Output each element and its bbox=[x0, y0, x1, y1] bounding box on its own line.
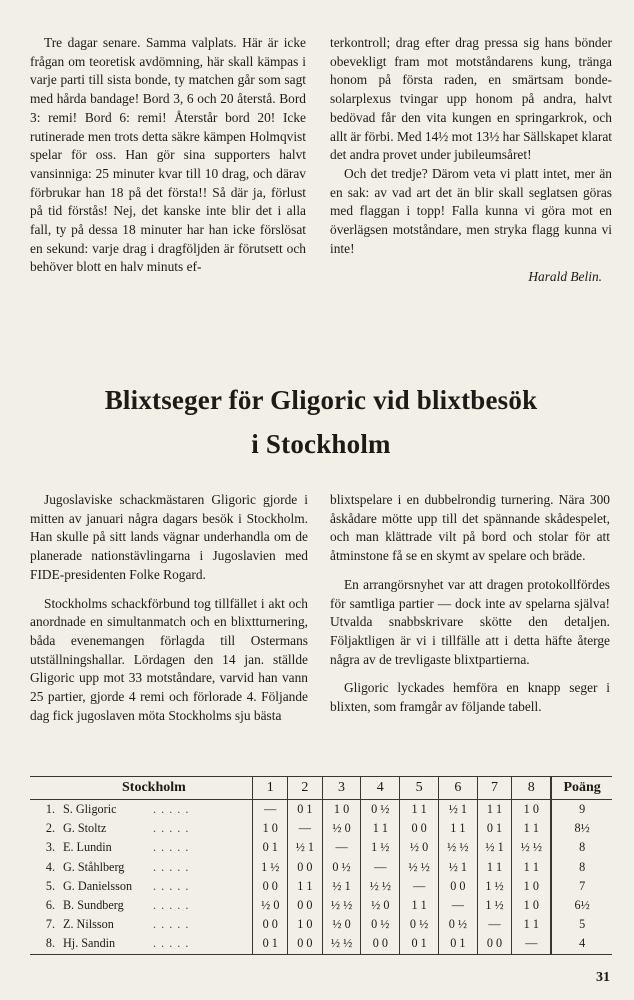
article-continuation-right-column bbox=[330, 34, 612, 287]
table-row bbox=[30, 896, 612, 915]
score-cell: 0 0 bbox=[288, 896, 323, 915]
player-cell bbox=[30, 819, 253, 838]
score-cell: 1 1 bbox=[477, 800, 512, 820]
score-cell: 1 0 bbox=[512, 800, 551, 820]
score-cell: 0 1 bbox=[253, 934, 288, 954]
paragraph: En arrangörsnyhet var att dragen protokollfördes för samtliga partier — dock inte av spelarna själva! Utvalda snabbskrivare skötte den detaljen. Följaktligen är vi i tillfälle att i detta häfte återge några av de trevligaste blixtpartierna. bbox=[330, 576, 610, 667]
score-cell: ½ 0 bbox=[400, 838, 439, 857]
table-row bbox=[30, 877, 612, 896]
player-name: G. Stoltz bbox=[63, 821, 107, 836]
column-header: 3 bbox=[322, 777, 361, 800]
paragraph: terkontroll; drag efter drag pressa sig hans bönder obevekligt fram mot motståndarens kung, tränga honom på första raden, en smärtsam bonde-solarplexus tvingar upp honom på andra, halvt bedövad får den vita kungen en springarkrok, och allt är förbi. Med 14½ mot 13½ har Sällskapet klarat det andra provet under jubileumsåret! bbox=[330, 35, 612, 163]
score-cell: 0 ½ bbox=[322, 858, 361, 877]
score-cell: 0 0 bbox=[288, 934, 323, 954]
player-name: G. Danielsson bbox=[63, 878, 133, 893]
total-points-cell: 9 bbox=[551, 800, 612, 820]
score-cell: 0 1 bbox=[477, 819, 512, 838]
score-cell: — bbox=[512, 934, 551, 954]
score-cell: 1 0 bbox=[512, 896, 551, 915]
player-cell bbox=[30, 915, 253, 934]
column-header: 2 bbox=[288, 777, 323, 800]
leader-dots: . . . . . bbox=[153, 917, 190, 932]
leader-dots: . . . . . bbox=[153, 859, 190, 874]
player-name: Hj. Sandin bbox=[63, 936, 116, 951]
score-cell: ½ 1 bbox=[288, 838, 323, 857]
table-row bbox=[30, 934, 612, 954]
article-headline bbox=[30, 378, 612, 466]
score-cell: 1 1 bbox=[288, 877, 323, 896]
paragraph: Stockholms schackförbund tog tillfället i akt och anordnade en simultanmatch och en blixtturnering, båda evenemangen förlagda till Ostermans utställningshallar. Lördagen den 14 jan. ställde Gligoric upp mot 33 motståndare, varvid han vann 25 partier, gjorde 4 remi och förlorade 4. Följande dag fick jugoslaven möta Stockholms sju bästa bbox=[30, 595, 308, 723]
paragraph: Jugoslaviske schackmästaren Gligoric gjorde i mitten av januari några dagars besök i Stockholm. Han skulle på sitt lands vägnar underhandla om de planerade nationstävlingarna i Jugoslavien med FIDE-presidenten Folke Rogard. bbox=[30, 492, 308, 582]
score-cell: 0 1 bbox=[288, 800, 323, 820]
score-cell: — bbox=[288, 819, 323, 838]
score-cell: 0 0 bbox=[253, 877, 288, 896]
score-cell: 1 1 bbox=[400, 896, 439, 915]
table-row bbox=[30, 800, 612, 820]
score-cell: 1 1 bbox=[512, 915, 551, 934]
score-cell: ½ ½ bbox=[438, 838, 477, 857]
table-row bbox=[30, 819, 612, 838]
points-header: Poäng bbox=[551, 777, 612, 800]
score-cell: — bbox=[438, 896, 477, 915]
author-signature: Harald Belin. bbox=[528, 269, 602, 285]
player-cell bbox=[30, 858, 253, 877]
score-cell: 0 1 bbox=[253, 838, 288, 857]
player-cell bbox=[30, 838, 253, 857]
table-row bbox=[30, 915, 612, 934]
leader-dots: . . . . . bbox=[153, 898, 190, 913]
score-cell: ½ 1 bbox=[438, 858, 477, 877]
score-cell: ½ ½ bbox=[400, 858, 439, 877]
total-points-cell: 8 bbox=[551, 858, 612, 877]
score-cell: — bbox=[253, 800, 288, 820]
score-cell: — bbox=[322, 838, 361, 857]
player-name: G. Ståhlberg bbox=[63, 859, 125, 874]
leader-dots: . . . . . bbox=[153, 802, 190, 817]
leader-dots: . . . . . bbox=[153, 840, 190, 855]
score-cell: 0 0 bbox=[438, 877, 477, 896]
score-cell: 1 ½ bbox=[477, 896, 512, 915]
total-points-cell: 8½ bbox=[551, 819, 612, 838]
player-cell bbox=[30, 877, 253, 896]
page-number: 31 bbox=[596, 970, 610, 985]
paragraph: Och det tredje? Därom veta vi platt intet, mer än en sak: av vad art det än blir skall seglatsen göras med flaggan i topp! Falla kunna vi göra mot en överlägsen motståndare, men stryka flagg kunna vi inte! bbox=[330, 165, 612, 256]
column-header: 1 bbox=[253, 777, 288, 800]
score-cell: 0 1 bbox=[400, 934, 439, 954]
score-cell: — bbox=[361, 858, 400, 877]
score-cell: ½ 1 bbox=[322, 877, 361, 896]
score-cell: ½ 1 bbox=[438, 800, 477, 820]
column-header: 7 bbox=[477, 777, 512, 800]
headline-line-2: i Stockholm bbox=[251, 429, 391, 459]
total-points-cell: 4 bbox=[551, 934, 612, 954]
headline-line-1: Blixtseger för Gligoric vid blixtbesök bbox=[104, 385, 538, 415]
score-cell: 1 1 bbox=[361, 819, 400, 838]
score-cell: ½ 0 bbox=[361, 896, 400, 915]
score-cell: ½ 0 bbox=[253, 896, 288, 915]
table-row bbox=[30, 858, 612, 877]
score-cell: 0 ½ bbox=[361, 915, 400, 934]
score-cell: ½ ½ bbox=[322, 896, 361, 915]
score-cell: 0 ½ bbox=[400, 915, 439, 934]
score-cell: 1 1 bbox=[438, 819, 477, 838]
player-rank: 6. bbox=[45, 898, 55, 913]
column-header: 4 bbox=[361, 777, 400, 800]
score-cell: 1 0 bbox=[512, 877, 551, 896]
player-name: S. Gligoric bbox=[63, 802, 117, 817]
score-cell: 0 ½ bbox=[438, 915, 477, 934]
column-header: 6 bbox=[438, 777, 477, 800]
paragraph: Gligoric lyckades hemföra en knapp seger i blixten, som framgår av följande tabell. bbox=[330, 680, 610, 715]
score-cell: 0 1 bbox=[438, 934, 477, 954]
player-rank: 5. bbox=[45, 878, 55, 893]
score-cell: 1 0 bbox=[253, 819, 288, 838]
score-cell: 1 0 bbox=[322, 800, 361, 820]
table-row bbox=[30, 838, 612, 857]
table-header-row bbox=[30, 777, 612, 800]
player-rank: 4. bbox=[45, 859, 55, 874]
leader-dots: . . . . . bbox=[153, 878, 190, 893]
tournament-results-table bbox=[30, 776, 612, 955]
score-cell: 1 1 bbox=[512, 819, 551, 838]
player-name: B. Sundberg bbox=[63, 898, 124, 913]
score-cell: 1 0 bbox=[288, 915, 323, 934]
table-title: Stockholm bbox=[30, 777, 253, 800]
score-cell: 0 0 bbox=[288, 858, 323, 877]
player-rank: 2. bbox=[45, 821, 55, 836]
score-cell: — bbox=[400, 877, 439, 896]
column-header: 5 bbox=[400, 777, 439, 800]
player-rank: 7. bbox=[45, 917, 55, 932]
total-points-cell: 6½ bbox=[551, 896, 612, 915]
score-cell: 0 0 bbox=[477, 934, 512, 954]
column-header: 8 bbox=[512, 777, 551, 800]
total-points-cell: 7 bbox=[551, 877, 612, 896]
score-cell: ½ ½ bbox=[322, 934, 361, 954]
score-cell: 1 1 bbox=[512, 858, 551, 877]
article-right-column bbox=[330, 491, 610, 717]
leader-dots: . . . . . bbox=[153, 821, 190, 836]
score-cell: 0 0 bbox=[361, 934, 400, 954]
score-cell: 1 ½ bbox=[477, 877, 512, 896]
score-cell: ½ 1 bbox=[477, 838, 512, 857]
paragraph: blixtspelare i en dubbelrondig turnering. Nära 300 åskådare mötte upp till det spännande skådespelet, och man klättrade vilt på bord och stolar för att åtminstone få se en skymt av spelare och bräde. bbox=[330, 492, 610, 564]
leader-dots: . . . . . bbox=[153, 936, 190, 951]
article-left-column bbox=[30, 491, 308, 725]
score-cell: ½ 0 bbox=[322, 915, 361, 934]
table-body bbox=[30, 800, 612, 955]
player-cell bbox=[30, 934, 253, 954]
score-cell: 0 0 bbox=[400, 819, 439, 838]
score-cell: — bbox=[477, 915, 512, 934]
score-cell: 0 ½ bbox=[361, 800, 400, 820]
player-rank: 1. bbox=[45, 802, 55, 817]
score-cell: ½ ½ bbox=[512, 838, 551, 857]
player-name: Z. Nilsson bbox=[63, 917, 114, 932]
score-cell: 1 ½ bbox=[361, 838, 400, 857]
player-cell bbox=[30, 896, 253, 915]
article-continuation-left-column bbox=[30, 34, 306, 277]
total-points-cell: 5 bbox=[551, 915, 612, 934]
score-cell: 1 1 bbox=[477, 858, 512, 877]
total-points-cell: 8 bbox=[551, 838, 612, 857]
player-rank: 8. bbox=[45, 936, 55, 951]
player-rank: 3. bbox=[45, 840, 55, 855]
score-cell: ½ 0 bbox=[322, 819, 361, 838]
player-cell bbox=[30, 800, 253, 820]
score-cell: 1 ½ bbox=[253, 858, 288, 877]
paragraph: Tre dagar senare. Samma valplats. Här är icke frågan om teoretisk avdömning, här skall kämpas i varje parti till sista bonde, ty matchen går som sagt med hårda bandage! Bord 3, 6 och 20 återstå. Bord 3: remi! Bord 6: remi! Återstår bord 20! Icke rutinerade men trots detta säkre kämpen Holmqvist spelar för oss. Han gör sina supporters halvt vansinniga: 25 minuter kvar till 10 drag, och därav förbrukar han 18 på det första!! Så där ja, förlust på tid förstås! Nej, det kanske inte blir det i alla fall, ty på dessa 18 minuter har han icke förslösat en sekund: varje drag i dragföljden är förutsett och behöver blott en halv minuts ef- bbox=[30, 35, 306, 275]
score-cell: 1 1 bbox=[400, 800, 439, 820]
score-cell: ½ ½ bbox=[361, 877, 400, 896]
score-cell: 0 0 bbox=[253, 915, 288, 934]
player-name: E. Lundin bbox=[63, 840, 112, 855]
